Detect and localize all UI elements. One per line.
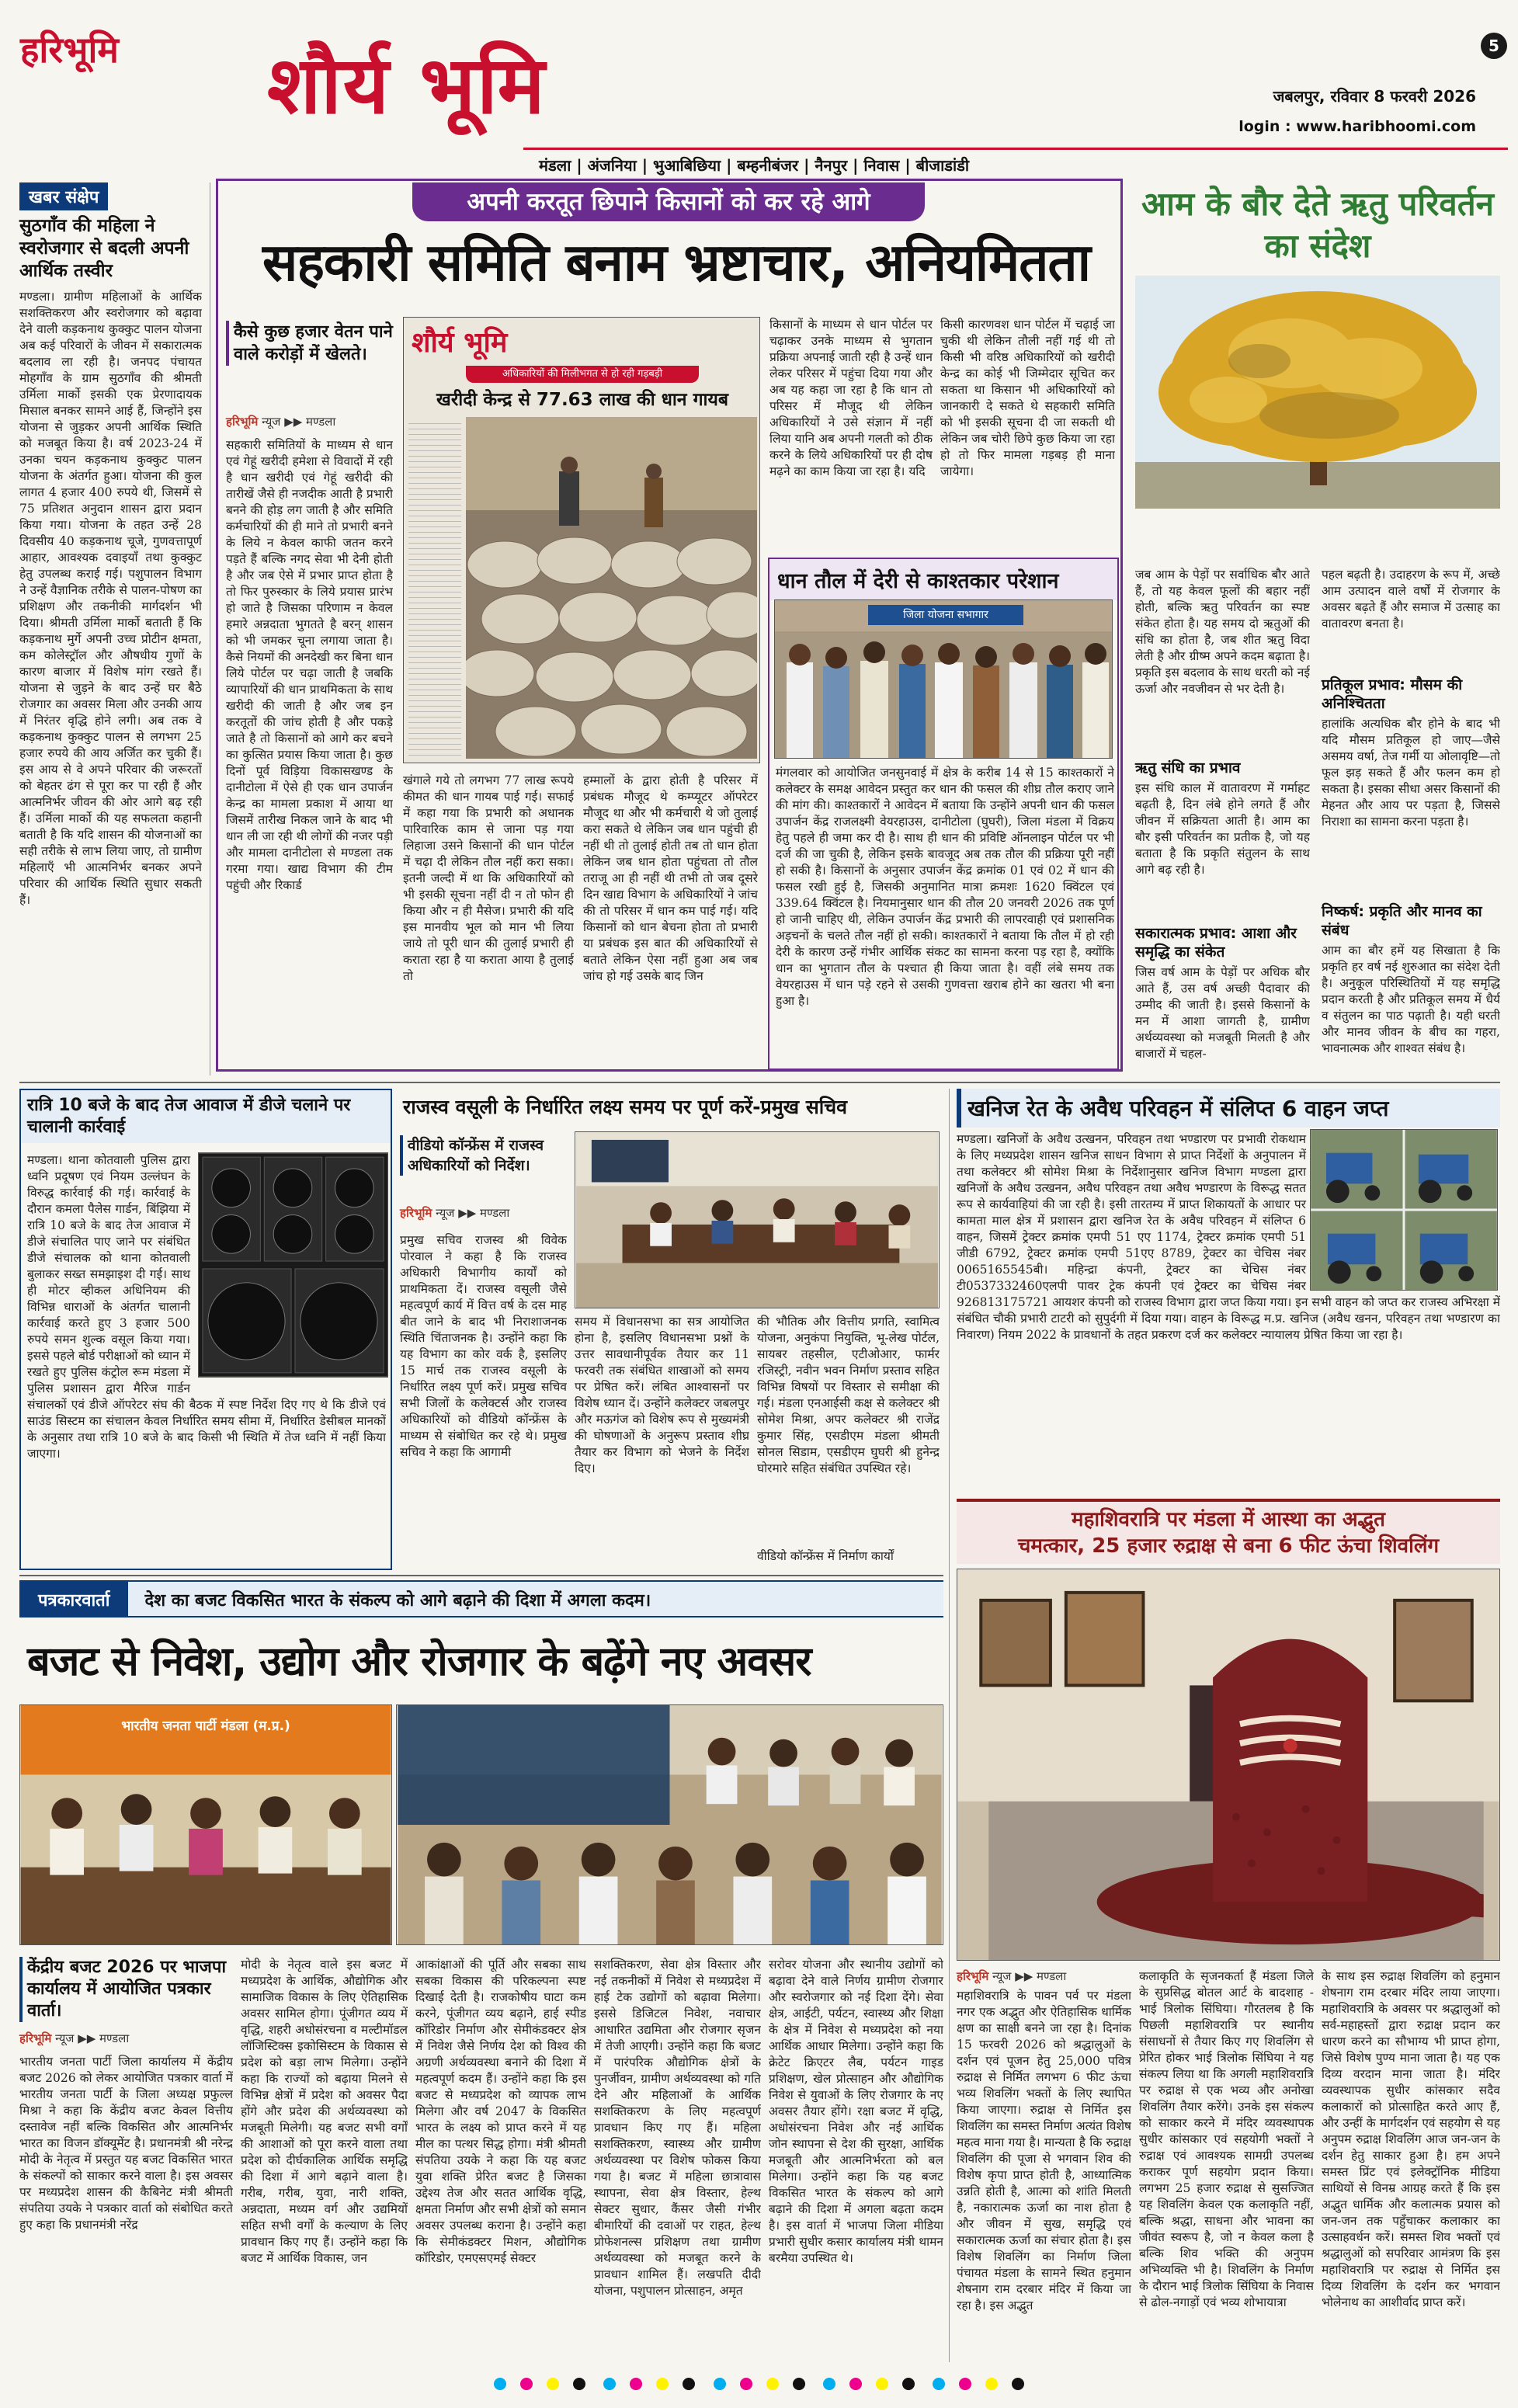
clip-masthead: शौर्य भूमि xyxy=(412,327,508,359)
section-title: शौर्य भूमि xyxy=(267,40,547,132)
press-sub: केंद्रीय बजट 2026 पर भाजपा कार्यालय में आयोजित पत्रकार वार्ता। xyxy=(19,1957,233,2022)
mango-headline: आम के बौर देते ऋतु परिवर्तन का संदेश xyxy=(1141,185,1494,265)
brief-body: मण्डला। ग्रामीण महिलाओं के आर्थिक सशक्तिकरण और स्वरोजगार को बढ़ावा देने वाली कड़कनाथ कुक्कुट पालन योजना अब कई परिवारों के जीवन में सकारात्मक बदलाव ला रही है। जनपद पंचायत मोहगाँव के ग्राम सुठगाँव की श्रीमती उर्मिला मार्को इसकी एक प्रेरणादायक मिसाल बनकर सामने आई हैं, जिन्होंने इस योजना से जुड़कर अपनी आर्थिक स्थिति को मजबूत किया है। वर्ष 2023-24 में उनका चयन कड़कनाथ कुक्कुट पालन योजना के अंतर्गत हुआ। योजना की कुल लागत 4 हजार 400 रुपये थी, जिसमें से 75 प्रतिशत अनुदान शासन द्वारा प्रदान किया गया। योजना के तहत उन्हें 28 दिवसीय 40 कड़कनाथ चूजे, गुणवत्तापूर्ण आहार, आवश्यक दवाइयाँ तथा कुक्कुट हेतु उपलब्ध कराई गई। पशुपालन विभाग ने उन्हें वैज्ञानिक तरीके से पालन-पोषण का प्रशिक्षण और तकनीकी मार्गदर्शन भी दिया। श्रीमती उर्मिला मार्को बताती हैं कि कड़कनाथ मुर्गे अपनी उच्च प्रोटीन क्षमता, कम कोलेस्ट्रॉल और औषधीय गुणों के कारण बाजार में विशेष मांग रखते हैं। योजना से जुड़ने के बाद उन्हें घर बैठे रोजगार का अवसर मिला और उनकी आय में निरंतर वृद्धि होने लगी। अब तक वे कड़कनाथ कुक्कुट पालन से लगभग 25 हजार रुपये की आय अर्जित कर चुकी हैं। इस आय से वे अपने परिवार की जरूरतों को बेहतर ढंग से पूरा कर पा रही हैं और आत्मनिर्भर जीवन की ओर आगे बढ़ रही हैं। उर्मिला मार्को की यह सफलता कहानी बताती है कि यदि शासन की योजनाओं का सही तरीके से लाभ लिया जाए, तो ग्रामीण महिलाएँ भी आत्मनिर्भर बनकर अपने परिवार की आर्थिक स्थिति सुधार सकती हैं। xyxy=(19,290,202,907)
byline-brand: हरिभूमि xyxy=(226,415,259,429)
paddy-farmers-photo xyxy=(774,599,1113,759)
revenue-body-tail: वीडियो कॉन्फ्रेंस में निर्माण कार्यों xyxy=(757,1549,894,1563)
lead-body-4: किसानों के माध्यम से धान पोर्टल पर चढ़ाकर उनके माध्यम से भुगतान प्रक्रिया अपनाई जाती रही है उन्हें धान लेकर परिसर में पहुंचा दिया गया और अब यह कहा जा रहा है कि धान तो परिसर में मौजूद थी लेकिन अधिकारियों ने उसे संज्ञान में नहीं लिया यानि अब अपनी गलती को ठीक करने के लिये अधिकारियों पर ही दोष मढ़ने का काम किया जा रहा है। यदि xyxy=(769,318,933,478)
clip-column xyxy=(408,419,461,760)
lead-byline xyxy=(226,414,335,429)
newspaper-logo: हरिभूमि xyxy=(20,29,119,71)
mango-text-5: आम का बौर हमें यह सिखाता है कि प्रकृति हर वर्ष नई शुरुआत का संदेश देती है। अनुकूल परिस्थितियों में यह समृद्धि प्रदान करती है और प्रतिकूल समय में धैर्य व संतुलन का पाठ पढ़ाती है। यही धरती और मानव जीवन के बीच का गहरा, भावनात्मक और शाश्वत संबंध है। xyxy=(1322,943,1500,1055)
mango-text-4: हालांकि अत्यधिक बौर होने के बाद भी यदि मौसम प्रतिकूल हो जाए—जैसे असमय वर्षा, तेज गर्मी या ओलावृष्टि—तो फूल झड़ सकते हैं और फलन कम हो सकता है। इसका सीधा असर किसानों की मेहनत और आय पर पड़ता है, जिससे निराशा का सामना करना पड़ता है। xyxy=(1322,717,1500,829)
shiv-headline-1: महाशिवरात्रि पर मंडला में आस्था का अद्भुत xyxy=(1072,1508,1385,1531)
press-strap-row xyxy=(19,1580,943,1617)
lead-headline: सहकारी समिति बनाम भ्रष्टाचार, अनियमितता xyxy=(262,232,1090,293)
byline-place: न्यूज ▶▶ मण्डला xyxy=(262,415,336,429)
press-audience-photo xyxy=(396,1704,943,1945)
clip-kicker: अधिकारियों की मिलीभगत से हो रही गड़बड़ी xyxy=(466,366,699,383)
shiv-body-3: के साथ इस रुद्राक्ष शिवलिंग को हनुमान शेषनाग राम दरबार मंदिर लाया जाएगा। महाशिवरात्रि के अवसर पर श्रद्धालुओं को सर्व-महाहस्तों द्वारा रुद्राक्ष प्रदान कर धारण करने का सौभाग्य भी प्राप्त होगा, जिसे विशेष पुण्य माना जाता है। यह एक दिव्य वरदान माना जाता है। मंदिर व्यवस्थापक सुधीर कांसकार सदैव कलाकारों को प्रोत्साहित करते आए हैं, और उन्हीं के मार्गदर्शन एवं सहयोग से यह अनुपम रुद्राक्ष शिवलिंग आज जन-जन के दर्शन हेतु साकार हुआ है। हम अपने समस्त प्रिंट एवं इलेक्ट्रॉनिक मीडिया साथियों से विनम्र आग्रह करते हैं कि इस अद्भुत धार्मिक और कलात्मक प्रयास को जन-जन तक पहुँचाकर कलाकार का उत्साहवर्धन करें। समस्त शिव भक्तों एवं श्रद्धालुओं को सपरिवार आमंत्रण कि इस महाशिवरात्रि पर रुद्राक्ष से निर्मित इस दिव्य शिवलिंग के दर्शन कर भगवान भोलेनाथ का आशीर्वाद प्राप्त करें। xyxy=(1322,1969,1500,2309)
dj-headline: रात्रि 10 बजे के बाद तेज आवाज में डीजे चलाने पर चालानी कार्रवाई xyxy=(21,1090,391,1143)
paddy-photo-banner: जिला योजना सभागार xyxy=(868,605,1023,625)
press-conference-story xyxy=(19,1580,943,2365)
lead-story xyxy=(216,179,1123,1072)
byline-place: न्यूज ▶▶ मण्डला xyxy=(55,2031,130,2045)
dj-body: मण्डला। थाना कोतवाली पुलिस द्वारा ध्वनि प्रदूषण एवं नियम उल्लंघन के विरुद्ध कार्रवाई की गई। कार्रवाई के दौरान कमला पैलेस गार्डन, बिंझिया में रात्रि 10 बजे के बाद तेज आवाज में डीजे संचालित पाए जाने पर संबंधित डीजे संचालक को थाना कोतवाली बुलाकर सख्त समझाइश दी गई। साथ ही मोटर व्हीकल अधिनियम की विभिन्न धाराओं के अंतर्गत चालानी कार्रवाई करते हुए 3 हजार 500 रुपये समन शुल्क वसूल किया गया। इससे पहले बोर्ड परीक्षाओं को ध्यान में रखते हुए पुलिस कंट्रोल रूम मंडला में पुलिस प्रशासन द्वारा मैरिज गार्डन संचालकों एवं डीजे ऑपरेटर संघ की बैठक में स्पष्ट निर्देश दिए गए थे कि डीजे एवं साउंड सिस्टम का संचालन केवल निर्धारित समय सीमा में, निर्धारित डेसीबल मानकों के अनुसार तथा रात्रि 10 बजे के बाद किसी भी स्थिति में तेज ध्वनि में नहीं किया जाएगा। xyxy=(27,1153,386,1461)
shiv-body-2: कलाकृति के सृजनकर्ता हैं मंडला जिले के सुप्रसिद्ध बोतल आर्ट के बादशाह - भाई त्रिलोक सिंघिया। गौरतलब है कि पिछली महाशिवरात्रि पर स्थानीय संसाधनों से तैयार किए गए शिवलिंग से प्रेरित होकर भाई त्रिलोक सिंघिया ने यह संकल्प लिया था कि अगली महाशिवरात्रि पर रुद्राक्ष से एक भव्य और अनोखा शिवलिंग तैयार करेंगे। उनके इस संकल्प को साकार करने में मंदिर व्यवस्थापक सुधीर कांसकार एवं सहयोगी भक्तों ने रुद्राक्ष एवं आवश्यक सामग्री उपलब्ध कराकर पूर्ण सहयोग प्रदान किया। लगभग 25 हजार रुद्राक्ष से सुसज्जित यह शिवलिंग केवल एक कलाकृति नहीं, बल्कि श्रद्धा, साधना और भावना का जीवंत स्वरूप है, जो न केवल कला है बल्कि शिव भक्ति की अनुपम अभिव्यक्ति भी है। शिवलिंग के निर्माण के दौरान भाई त्रिलोक सिंघिया के निवास से ढोल-नगाड़ों एवं भव्य शोभायात्रा xyxy=(1139,1969,1314,2309)
brief-headline: सुठगाँव की महिला ने स्वरोजगार से बदली अपनी आर्थिक तस्वीर xyxy=(19,216,189,281)
rudraksha-shivling-photo xyxy=(957,1569,1500,1961)
masthead xyxy=(11,9,1507,175)
press-body-2: मोदी के नेतृत्व वाले इस बजट में मध्यप्रदेश के आर्थिक, औद्योगिक और सामाजिक विकास के लिए ऐतिहासिक अवसर सामिल होगा। पूंजीगत व्यय में वृद्धि, शहरी अधोसंरचना व मल्टीमॉडल लॉजिस्टिक्स इकोसिस्टम के विकास से प्रदेश को बड़ा लाभ मिलेगा। उन्होंने कहा कि राज्यों को बढ़ाया मिलने से विभिन्न क्षेत्रों में प्रदेश को अवसर पैदा होंगे और प्रदेश की अर्थव्यवस्था को मजबूती मिलेगी। यह बजट सभी वर्गों की आशाओं को पूरा करने वाला तथा प्रदेश को दीर्घकालिक आर्थिक समृद्धि की दिशा में आगे बढ़ाने वाला है। गरीब, गरीब, युवा, नारी शक्ति, अन्नदाता, मध्यम वर्ग और उद्यमियों सहित सभी वर्गों के कल्याण के लिए प्रावधान किए गए हैं। उन्होंने कहा कि बजट में आर्थिक विकास, जन xyxy=(241,1958,408,2265)
page-number: 5 xyxy=(1481,33,1507,59)
press-body-3: आकांक्षाओं की पूर्ति और सबका साथ सबका विकास की परिकल्पना स्पष्ट दिखाई देती है। राजकोषीय घाटा कम करने, पूंजीगत व्यय बढ़ाने, हाई स्पीड कॉरिडोर निर्माण और सेमीकंडक्टर क्षेत्र में निवेश जैसे निर्णय देश को विश्व की अग्रणी अर्थव्यवस्था बनाने की दिशा में महत्वपूर्ण कदम हैं। उन्होंने कहा कि इस बजट से मध्यप्रदेश को व्यापक लाभ मिलेगा और वर्ष 2047 के विकसित भारत के लक्ष्य को प्राप्त करने में यह मील का पत्थर सिद्ध होगा। मंत्री श्रीमती संपतिया उयके ने कहा कि यह बजट युवा शक्ति प्रेरित बजट है जिसका उद्देश्य तेज और सतत आर्थिक वृद्धि, क्षमता निर्माण और सभी क्षेत्रों को समान अवसर उपलब्ध कराना है। उन्होंने कहा कि सेमीकंडक्टर मिशन, औद्योगिक कॉरिडोर, एमएसएमई सेक्टर xyxy=(415,1958,586,2265)
shiv-byline xyxy=(957,1968,1066,1984)
byline-brand: हरिभूमि xyxy=(400,1206,432,1220)
clip-headline: खरीदी केन्द्र से 77.63 लाख की धान गायब xyxy=(436,390,728,410)
mango-feature xyxy=(1135,179,1500,1072)
paddy-body: मंगलवार को आयोजित जनसुनवाई में क्षेत्र के करीब 14 से 15 काश्तकारों ने कलेक्टर के समक्ष आवेदन प्रस्तुत कर धान की फसल की शीघ्र तौल कराए जाने की मांग की। काश्तकारों ने आवेदन में बताया कि उन्होंने अपनी धान की फसल उपार्जन केंद्र राजलक्ष्मी वेयरहाउस, दानीटोला (घुघरी), जिला मंडला में विक्रय हेतु पहले ही जमा कर दी है। साथ ही धान की प्रविष्टि ऑनलाइन पोर्टल पर भी दर्ज की जा चुकी है, लेकिन इसके बावजूद अब तक तौल की प्रक्रिया पूरी नहीं हो सकी है। किसानों के अनुसार उपार्जन केंद्र क्रमांक 01 एवं 02 में धान की फसल रखी हुई है, जिसकी अनुमानित मात्रा क्रमशः 1620 क्विंटल एवं 339.64 क्विंटल है। नियमानुसार धान की तौल 20 जनवरी 2026 तक पूर्ण हो जानी चाहिए थी, लेकिन उपार्जन केंद्र प्रभारी की लापरवाही एवं प्रशासनिक अड़चनों के चलते तौल नहीं हो सकी। काश्तकारों ने बताया कि तौल में हो रही देरी के कारण उन्हें गंभीर आर्थिक संकट का सामना करना पड़ रहा है, क्योंकि धान का भुगतान तौल के पश्चात ही किया जाता है। वहीं लंबे समय तक वेयरहाउस में धान पड़े रहने से उसकी गुणवत्ता खराब होने का खतरा भी बना हुआ है। xyxy=(776,766,1114,1008)
press-headline: बजट से निवेश, उद्योग और रोजगार के बढ़ेंगे नए अवसर xyxy=(27,1638,811,1685)
paddy-sacks-photo xyxy=(466,417,757,759)
lead-kicker: अपनी करतूत छिपाने किसानों को कर रहे आगे xyxy=(412,182,925,221)
revenue-body-2: समय में विधानसभा का सत्र आयोजित होना है, इसलिए विधानसभा प्रश्नों के उत्तर सावधानीपूर्वक तैयार कर 11 फरवरी तक संबंधित शाखाओं को समय पर प्रेषित करें। लंबित आश्वासनों पर विशेष ध्यान दें। उन्होंने कलेक्टर जबलपुर और मऊगंज को विशेष रूप से मुख्यमंत्री की घोषणाओं के अनुरूप प्रस्ताव शीघ्र तैयार कर विभाग को भेजने के निर्देश दिए। xyxy=(575,1315,749,1475)
revenue-body-3: की भौतिक और वित्तीय प्रगति, स्वामित्व योजना, अनुकंपा नियुक्ति, भू-लेख पोर्टल, सायबर तहसील, एटीओआर, फार्मर रजिस्ट्री, नवीन भवन निर्माण प्रस्ताव सहित विभिन्न विषयों पर विस्तार से समीक्षा की गई। मंडला एनआईसी कक्ष से कलेक्टर श्री सोमेश मिश्रा, अपर कलेक्टर श्री राजेंद्र कुमार सिंह, एसडीएम मंडला श्रीमती सोनल सिडाम, एसडीएम घुघरी श्री हुनेन्द्र घोरमारे सहित संबंधित उपस्थित रहे। xyxy=(757,1315,940,1475)
press-strap: देश का बजट विकसित भारत के संकल्प को आगे बढ़ाने की दिशा में अगला कदम। xyxy=(144,1591,651,1611)
press-body-5: सरोवर योजना और स्थानीय उद्योगों को बढ़ावा देने वाले निर्णय ग्रामीण रोजगार और स्वरोजगार को नई दिशा देंगे। सेवा क्षेत्र, आईटी, पर्यटन, स्वास्थ्य और शिक्षा के क्षेत्र में निवेश से मध्यप्रदेश को नया आर्थिक आधार मिलेगा। उन्होंने कहा कि क्रेटेट क्रिएटर लैब, पर्यटन गाइड प्रशिक्षण, खेल प्रोत्साहन और औद्योगिक निवेश से युवाओं के लिए रोजगार के नए अवसर तैयार होंगे। रक्षा बजट में वृद्धि, अधोसंरचना निवेश और नई आर्थिक जोन स्थापना से देश की सुरक्षा, आर्थिक मजबूती और आत्मनिर्भरता को बल मिलेगा। उन्होंने कहा कि यह बजट विकसित भारत के संकल्प को आगे बढ़ाने की दिशा में अगला बढ़ता कदम है। इस वार्ता में भाजपा जिला मीडिया प्रभारी सुधीर कसार कार्यालय मंत्री थामन बरमैया उपस्थित थे। xyxy=(769,1958,943,2265)
district-list: मंडला | अंजनिया | भुआबिछिया | बम्हनीबंजर | नैनपुर | निवास | बीजाडांडी xyxy=(539,156,970,175)
mineral-story xyxy=(957,1089,1500,1492)
mango-tree-photo xyxy=(1135,276,1500,509)
edition-date: जबलपुर, रविवार 8 फरवरी 2026 xyxy=(1273,87,1476,106)
press-byline xyxy=(19,2031,129,2046)
press-body-4: सशक्तिकरण, सेवा क्षेत्र विस्तार और नई तकनीकों में निवेश से मध्यप्रदेश में हाई टेक उद्योगों को बढ़ावा मिलेगा। इससे डिजिटल निवेश, नवाचार आधारित उद्यमिता और रोजगार सृजन में तेजी आएगी। उन्होंने कहा कि बजट में पारंपरिक औद्योगिक क्षेत्रों के पुनर्जीवन, ग्रामीण अर्थव्यवस्था को गति देने और महिलाओं के आर्थिक सशक्तिकरण के लिए महत्वपूर्ण प्रावधान किए गए हैं। महिला सशक्तिकरण, स्वास्थ्य और ग्रामीण अर्थव्यवस्था पर विशेष फोकस किया गया है। बजट में महिला छात्रावास स्थापना, सेवा क्षेत्र विस्तार, हेल्थ सेक्टर सुधार, कैंसर जैसी गंभीर बीमारियों की दवाओं पर राहत, हेल्थ प्रोफेशनल्स प्रशिक्षण तथा ग्रामीण अर्थव्यवस्था को मजबूत करने के प्रावधान शामिल हैं। लखपति दीदी योजना, पशुपालन प्रोत्साहन, अमृत xyxy=(594,1958,761,2298)
press-banner-text: भारतीय जनता पार्टी मंडला (म.प्र.) xyxy=(121,1718,290,1734)
print-registration-marks xyxy=(23,2378,1495,2393)
mango-sub-4: निष्कर्ष: प्रकृति और मानव का संबंध xyxy=(1322,903,1482,939)
dj-story xyxy=(19,1089,392,1570)
press-body-1: भारतीय जनता पार्टी जिला कार्यालय में केंद्रीय बजट 2026 को लेकर आयोजित पत्रकार वार्ता में भारतीय जनता पार्टी के जिला अध्यक्ष प्रफुल्ल मिश्रा ने कहा कि केंद्रीय बजट केवल वित्तीय दस्तावेज नहीं बल्कि विकसित और आत्मनिर्भर भारत का विजन डॉक्यूमेंट है। प्रधानमंत्री श्री नरेन्द्र मोदी के नेतृत्व में प्रस्तुत यह बजट विकसित भारत के संकल्पों को साकार करने वाला है। इस अवसर पर मध्यप्रदेश शासन की कैबिनेट मंत्री श्रीमती संपतिया उयके ने पत्रकार वार्ता को संबोधित करते हुए कहा कि प्रधानमंत्री नरेंद्र xyxy=(19,2055,233,2232)
lead-body-3: हम्मालों के द्वारा होती है परिसर में प्रबंधक मौजूद थे कम्प्यूटर ऑपरेटर मौजूद था और भी कर्मचारी थे जो तुलाई करा सकते थे लेकिन जब धान पहुंची ही नहीं थी तो तुलाई होती तब तो धान होता लेकिन जब धान होता पहुंचता तो तौल तराजू आ ही नहीं थी तभी तो जब दूसरे दिन खाद्य विभाग के अधिकारियों ने जांच की तो परिसर में धान कम पाई गई। यदि किसानों को धान बेचना होता तो प्रभारी या प्रबंधक इस बात की अधिकारियों से बताते लेकिन ऐसा नहीं हुआ अब जब जांच हो गई उसके बाद जिन xyxy=(583,773,758,983)
login-link[interactable]: login : www.haribhoomi.com xyxy=(1238,118,1476,135)
lead-body-5: किसी कारणवश धान पोर्टल में चढ़ाई जा चुकी थी लेकिन तौली नहीं गई थी तो किसी भी वरिष्ठ अधिकारियों को खरीदी केन्द्र का कोई भी जिम्मेदार सूचित कर सकता था किसान भी अधिकारियों को जानकारी दे सकते थे सहकारी समिति को भी इसकी सूचना दी जा सकती थी लेकिन जब चोरी छिपे कुछ किया जा रहा हो तो फिर मामला गड़बड़ ही माना जायेगा। xyxy=(940,318,1115,478)
byline-brand: हरिभूमि xyxy=(957,1969,989,1983)
newspaper-clipping xyxy=(403,317,760,763)
paddy-headline: धान तौल में देरी से काश्तकार परेशान xyxy=(769,559,1117,600)
mango-text-2: जिस वर्ष आम के पेड़ों पर अधिक बौर आते हैं, उस वर्ष अच्छी पैदावार की उम्मीद की जाती है। इससे किसानों के मन में आशा जागती है, ग्रामीण अर्थव्यवस्था को मजबूती मिलती है और बाजारों में चहल- xyxy=(1135,965,1310,1061)
byline-brand: हरिभूमि xyxy=(19,2031,52,2045)
mineral-headline: खनिज रेत के अवैध परिवहन में संलिप्त 6 वाहन जप्त xyxy=(957,1089,1500,1128)
mango-text-3: पहल बढ़ती है। उदाहरण के रूप में, अच्छे आम उत्पादन वाले वर्षों में रोजगार के अवसर बढ़ते हैं और समाज में उत्साह का वातावरण बनता है। xyxy=(1322,568,1500,631)
paddy-story xyxy=(768,558,1119,1070)
shiv-body-1: महाशिवरात्रि के पावन पर्व पर मंडला नगर एक अद्भुत और ऐतिहासिक धार्मिक क्षण का साक्षी बनने जा रहा है। दिनांक 15 फरवरी 2026 को श्रद्धालुओं के दर्शन एवं पूजन हेतु 25,000 पवित्र रुद्राक्ष से निर्मित लगभग 6 फीट ऊंचा भव्य शिवलिंग भक्तों के लिए स्थापित किया जाएगा। रुद्राक्ष से निर्मित इस शिवलिंग का समस्त निर्माण अत्यंत विशेष महत्व माना गया है। मान्यता है कि रुद्राक्ष शिवलिंग की पूजा से भगवान शिव की विशेष कृपा प्राप्त होती है, आध्यात्मिक उन्नति होती है, आत्मा को शांति मिलती है, नकारात्मक ऊर्जा का नाश होता है और जीवन में सुख, समृद्धि एवं सकारात्मक ऊर्जा का संचार होता है। इस विशेष शिवलिंग का निर्माण जिला पंचायत मंडला के सामने स्थित हनुमान शेषनाग राम दरबार मंदिर में किया जा रहा है। इस अद्भुत xyxy=(957,1989,1131,2312)
news-brief xyxy=(19,182,202,1079)
shiv-headline-box xyxy=(957,1499,1500,1564)
mango-sub-1: ऋतु संधि का प्रभाव xyxy=(1135,759,1241,777)
byline-place: न्यूज ▶▶ मण्डला xyxy=(992,1969,1067,1983)
revenue-headline: राजस्व वसूली के निर्धारित लक्ष्य समय पर पूर्ण करें-प्रमुख सचिव xyxy=(403,1096,847,1118)
press-panel-photo xyxy=(19,1704,392,1945)
mango-text-1: इस संधि काल में वातावरण में गर्माहट बढ़ती है, दिन लंबे होने लगते हैं और जीवन में सक्रियता आती है। आम का बौर इसी परिवर्तन का प्रतीक है, जो यह बताता है कि प्रकृति संतुलन के साथ आगे बढ़ रही है। xyxy=(1135,781,1310,877)
mineral-body: मण्डला। खनिजों के अवैध उत्खनन, परिवहन तथा भण्डारण पर प्रभावी रोकथाम के लिए मध्यप्रदेश शासन खनिज साधन विभाग से प्राप्त निर्देशों के अनुपालन में तथा कलेक्टर श्री सोमेश मिश्रा के निर्देशानुसार खनिज विभाग मण्डला द्वारा खनिजों के अवैध उत्खनन, अवैध परिवहन तथा अवैध भण्डारण के विरूद्ध सतत रूप से कार्यवाहियां की जा रही है। इसी तारतम्य में प्राप्त शिकायतों के आधार पर कामता माल क्षेत्र में प्रशासन द्वारा खनिज रेत के अवैध परिवहन में संलिप्त 6 वाहन, जिसमें ट्रेक्टर क्रमांक एमपी 51 एए 1174, ट्रेक्टर क्रमांक एमपी 51 जीडी 6792, ट्रेक्टर क्रमांक एमपी 51एए 8789, ट्रेक्टर का चेचिस नंबर 0065165545बी। महिन्द्रा कंपनी, ट्रेक्टर का चेचिस नंबर टी0537332460एलपी पावर ट्रेक कंपनी एवं ट्रेक्टर का चेचिस नंबर 926813175721 आयशर कंपनी को राजस्व विभाग द्वारा जप्त किया गया। इन सभी वाहन को जप्त कर राजस्व अभिरक्षा में संबंधित चौकी प्रभारी टाटरी को सुपुर्दगी में दिया गया। वाहन के विरूद्ध म.प्र. खनिज (अवैध खनन, परिवहन तथा भण्डारण का निवारण) नियम 2022 के प्रावधानों के तहत प्रकरण दर्ज कर कलेक्टर न्यायालय प्रेषित किया जा रहा है। xyxy=(957,1132,1500,1342)
revenue-story xyxy=(400,1089,943,1570)
video-conference-photo xyxy=(575,1131,940,1308)
mango-sub-3: प्रतिकूल प्रभाव: मौसम की अनिश्चितता xyxy=(1322,676,1463,712)
revenue-subhead: वीडियो कॉन्फ्रेंस में राजस्व अधिकारियों को निर्देश। xyxy=(400,1135,567,1176)
press-label: पत्रकारवार्ता xyxy=(19,1582,128,1617)
shivling-story xyxy=(957,1499,1500,2361)
brief-label: खबर संक्षेप xyxy=(19,182,108,210)
mango-intro: जब आम के पेड़ों पर सर्वाधिक बौर आते हैं, तो यह केवल फूलों की बहार नहीं होती, बल्कि ऋतु परिवर्तन का स्पष्ट संकेत होता है। यह समय दो ऋतुओं की संधि का होता है, जब शीत ऋतु विदा लेती है और ग्रीष्म अपने कदम बढ़ाता है। प्रकृति इस बदलाव के साथ धरती को नई ऊर्जा और नवजीवन से भर देती है। xyxy=(1135,568,1310,696)
byline-place: न्यूज ▶▶ मण्डला xyxy=(436,1206,510,1220)
revenue-byline xyxy=(400,1205,509,1221)
lead-body-2: खंगाले गये तो लगभग 77 लाख रूपये कीमत की धान गायब पाई गई। सफाई में कहा गया कि प्रभारी को अधानक पारिवारिक काम से जाना पड़ गया लिहाजा उसने किसानों की धान पोर्टल में चढ़ा दी लेकिन तौल नहीं करा सका। इतनी जल्दी में था कि अधिकारियों को भी इसकी सूचना नहीं दी न तो फोन ही किया और न ही मैसेज। प्रभारी की यदि इस मानवीय भूल को मान भी लिया जाये तो पूरी धान की तुलाई प्रभारी ही कराता रहा है या कराता आया है तुलाई तो xyxy=(403,773,574,983)
mango-sub-2: सकारात्मक प्रभाव: आशा और समृद्धि का संकेत xyxy=(1135,925,1297,961)
shiv-headline-2: चमत्कार, 25 हजार रुद्राक्ष से बना 6 फीट ऊंचा शिवलिंग xyxy=(1017,1534,1440,1558)
revenue-body-1: प्रमुख सचिव राजस्व श्री विवेक पोरवाल ने कहा है कि राजस्व अधिकारी विभागीय कार्यों को प्राथमिकता दें। राजस्व वसूली जैसे महत्वपूर्ण कार्य में वित्त वर्ष के दस माह बीत जाने के बाद भी निराशाजनक स्थिति चिंताजनक है। उन्होंने कहा कि यह विभाग का कोर वर्क है, इसलिए 15 मार्च तक राजस्व वसूली के निर्धारित लक्ष्य पूर्ण करें। प्रमुख सचिव सभी जिलों के कलेक्टर्स और राजस्व अधिकारियों को वीडियो कॉन्फ्रेंस के माध्यम से संबोधित कर रहे थे। प्रमुख सचिव ने कहा कि आगामी xyxy=(400,1233,567,1459)
district-strip xyxy=(523,148,1508,175)
lead-subhead: कैसे कुछ हजार वेतन पाने वाले करोड़ों में खेलते। xyxy=(226,321,393,366)
lead-body-1: सहकारी समितियों के माध्यम से धान एवं गेहूं खरीदी हमेशा से विवादों में रही है धान खरीदी एवं गेहूं खरीदी की तारीखें जैसे ही नजदीक आती है प्रभारी बनने की होड़ लग जाती है और समिति कर्मचारियों की ही माने तो प्रभारी बनने के लिये न केवल काफी जतन करने पड़ते हैं बल्कि नगद सेवा भी देनी होती है और जब ऐसे में प्रभार प्राप्त होता है तो फिर पुरुस्कार के लिये प्रयास प्रारंभ हो जाते है जिसका परिणाम न केवल हमारे अन्नदाता भुगतते है बरन् शासन को भी जमकर चूना लगाया जाता है। कैसे नियमों की अनदेखी कर बिना धान लिये पोर्टल पर चढ़ा जाती है जबकि व्यापारियों की धान प्राथमिकता के साथ खरीदी की जाती है और जब इन करतूतों की जांच होती है और पकड़े जाते है तो किसानों को आगे कर बचने का कुत्सित प्रयास किया जाता है। कुछ दिनों पूर्व विड़िया विकासखण्ड के दानीटोला में ऐसे ही एक धान उपार्जन केन्द्र का मामला प्रकाश में आया था जिसमें तारीख निकल जाने के बाद भी धान ली जा रही थी लोगों की नजर पड़ी और मामला दानीटोला से मण्डला तक गरमा गया। खाद्य विभाग की टीम पहुंची और रिकार्ड xyxy=(226,438,393,892)
